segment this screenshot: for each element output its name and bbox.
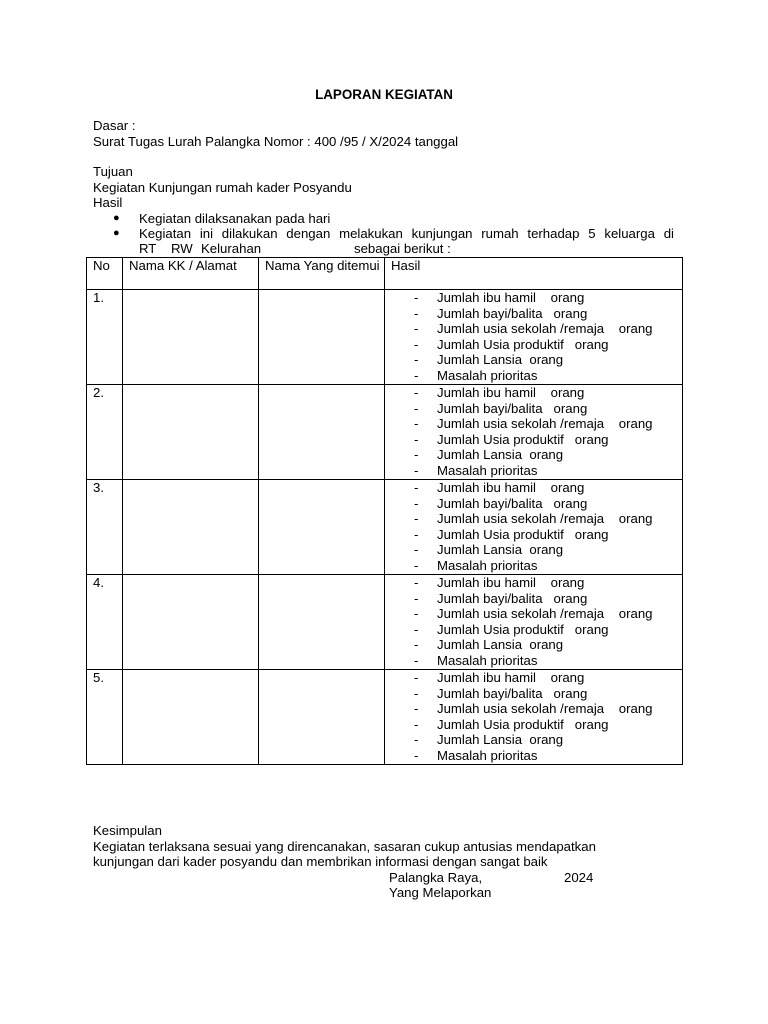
hasil-item: - Jumlah bayi/balita orang <box>391 306 682 322</box>
header-no: No <box>87 258 123 290</box>
hasil-item: - Jumlah Usia produktif orang <box>391 432 682 448</box>
table-header-row <box>87 258 683 290</box>
dasar-label: Dasar : <box>93 118 136 133</box>
hasil-item: - Jumlah usia sekolah /remaja orang <box>391 606 682 622</box>
hasil-list <box>391 385 682 479</box>
hasil-item: - Jumlah Usia produktif orang <box>391 337 682 353</box>
hasil-item: - Jumlah usia sekolah /remaja orang <box>391 416 682 432</box>
hasil-item: - Jumlah Lansia orang <box>391 352 682 368</box>
document-title: LAPORAN KEGIATAN <box>315 87 453 102</box>
hasil-item: - Jumlah Usia produktif orang <box>391 717 682 733</box>
row-nama-kk <box>123 480 259 575</box>
hasil-item: - Masalah prioritas <box>391 463 682 479</box>
hasil-item: - Masalah prioritas <box>391 558 682 574</box>
hasil-item: - Jumlah usia sekolah /remaja orang <box>391 701 682 717</box>
hasil-item: - Jumlah Lansia orang <box>391 637 682 653</box>
dasar-text: Surat Tugas Lurah Palangka Nomor : 400 /95 / X/2024 tanggal <box>93 134 459 149</box>
bullet-icon: ● <box>113 212 120 224</box>
hasil-list <box>391 290 682 384</box>
row-no: 5. <box>87 670 123 765</box>
tujuan-text: Kegiatan Kunjungan rumah kader Posyandu <box>93 180 352 195</box>
header-nama-kk: Nama KK / Alamat <box>123 258 259 290</box>
rw-label: RW <box>171 241 193 256</box>
hasil-item: - Jumlah bayi/balita orang <box>391 591 682 607</box>
row-hasil <box>385 385 683 480</box>
hasil-item: - Jumlah Lansia orang <box>391 447 682 463</box>
row-no: 4. <box>87 575 123 670</box>
hasil-item: - Jumlah ibu hamil orang <box>391 575 682 591</box>
report-table <box>86 257 683 765</box>
hasil-item: - Jumlah usia sekolah /remaja orang <box>391 511 682 527</box>
row-nama-kk <box>123 670 259 765</box>
row-nama-ditemui <box>259 290 385 385</box>
row-hasil <box>385 480 683 575</box>
table-row <box>87 385 683 480</box>
signature-place: Palangka Raya, <box>389 870 483 885</box>
rt-label: RT <box>139 241 157 256</box>
hasil-item: - Masalah prioritas <box>391 653 682 669</box>
hasil-item: - Jumlah Lansia orang <box>391 732 682 748</box>
table-row <box>87 575 683 670</box>
hasil-item: - Jumlah bayi/balita orang <box>391 496 682 512</box>
signature-role: Yang Melaporkan <box>389 885 492 900</box>
kesimpulan-label: Kesimpulan <box>93 823 162 838</box>
row-hasil <box>385 575 683 670</box>
sebagai-label: sebagai berikut : <box>354 241 451 256</box>
row-hasil <box>385 670 683 765</box>
hasil-item: - Jumlah ibu hamil orang <box>391 480 682 496</box>
hasil-item: - Masalah prioritas <box>391 368 682 384</box>
row-no: 1. <box>87 290 123 385</box>
hasil-item: - Jumlah Lansia orang <box>391 542 682 558</box>
row-nama-ditemui <box>259 385 385 480</box>
row-hasil <box>385 290 683 385</box>
row-nama-ditemui <box>259 480 385 575</box>
hasil-list <box>391 670 682 764</box>
table-row <box>87 290 683 385</box>
hasil-item: - Jumlah ibu hamil orang <box>391 290 682 306</box>
hasil-label: Hasil <box>93 195 123 210</box>
row-no: 3. <box>87 480 123 575</box>
row-no: 2. <box>87 385 123 480</box>
hasil-bullet-2: Kegiatan ini dilakukan dengan melakukan kunjungan rumah terhadap 5 keluarga di <box>139 226 674 241</box>
signature-year: 2024 <box>564 870 594 885</box>
row-nama-kk <box>123 385 259 480</box>
hasil-list <box>391 480 682 574</box>
hasil-item: - Masalah prioritas <box>391 748 682 764</box>
hasil-list <box>391 575 682 669</box>
hasil-item: - Jumlah bayi/balita orang <box>391 686 682 702</box>
bullet-icon: ● <box>113 227 120 239</box>
row-nama-kk <box>123 575 259 670</box>
kesimpulan-line-1: Kegiatan terlaksana sesuai yang direncanakan, sasaran cukup antusias mendapatkan <box>93 839 596 854</box>
hasil-item: - Jumlah Usia produktif orang <box>391 527 682 543</box>
hasil-item: - Jumlah usia sekolah /remaja orang <box>391 321 682 337</box>
table-row <box>87 670 683 765</box>
hasil-item: - Jumlah ibu hamil orang <box>391 670 682 686</box>
hasil-item: - Jumlah ibu hamil orang <box>391 385 682 401</box>
row-nama-ditemui <box>259 670 385 765</box>
hasil-item: - Jumlah Usia produktif orang <box>391 622 682 638</box>
header-nama-ditemui: Nama Yang ditemui <box>259 258 385 290</box>
header-hasil: Hasil <box>385 258 683 290</box>
kesimpulan-line-2: kunjungan dari kader posyandu dan membrikan informasi dengan sangat baik <box>93 854 548 869</box>
table-row <box>87 480 683 575</box>
hasil-item: - Jumlah bayi/balita orang <box>391 401 682 417</box>
hasil-bullet-1: Kegiatan dilaksanakan pada hari <box>139 211 331 226</box>
table-body <box>87 290 683 765</box>
row-nama-ditemui <box>259 575 385 670</box>
row-nama-kk <box>123 290 259 385</box>
tujuan-label: Tujuan <box>93 164 133 179</box>
kelurahan-label: Kelurahan <box>201 241 262 256</box>
